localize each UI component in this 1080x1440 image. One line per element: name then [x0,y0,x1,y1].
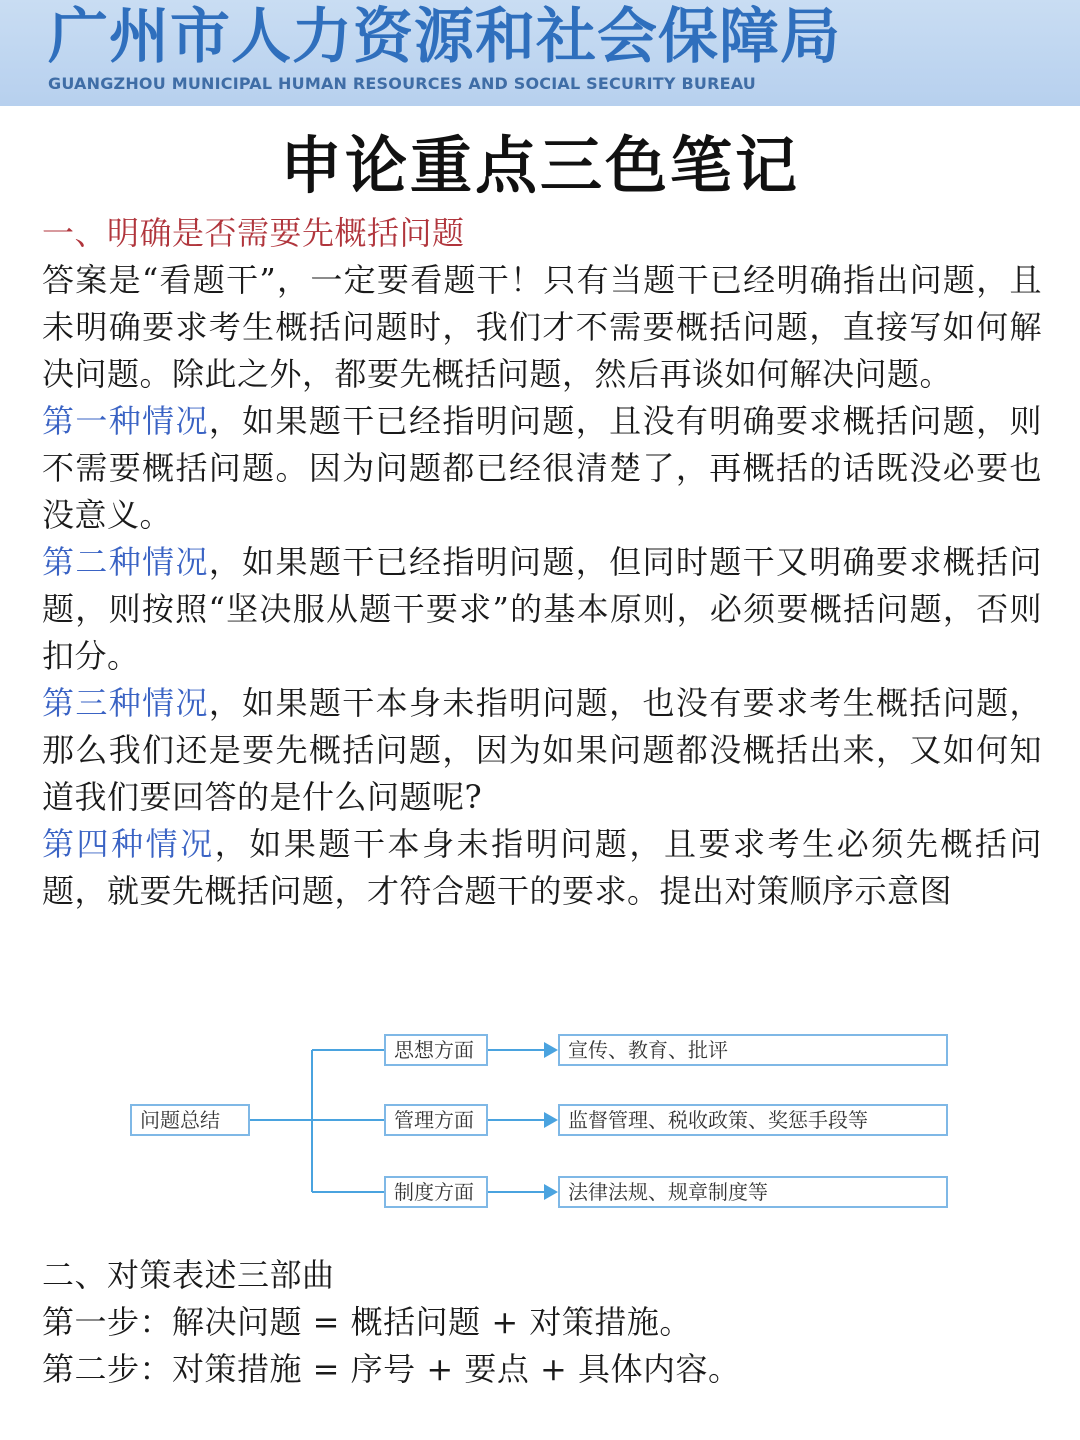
section-2 [42,1252,1042,1393]
case-text: ，如果题干本身未指明问题，也没有要求考生概括问题，那么我们还是要先概括问题，因为如果问题都没概括出来，又如何知道我们要回答的是什么问题呢? [42,684,1042,816]
section-1-heading: 一、明确是否需要先概括问题 [42,214,465,252]
diagram-aspect-box: 制度方面 [384,1176,488,1208]
arrow-head-icon [544,1112,558,1128]
diagram-measure-box: 法律法规、规章制度等 [558,1176,948,1208]
step-line: 第二步：对策措施 = 序号 + 要点 + 具体内容。 [42,1350,741,1388]
diagram-aspect-box: 思想方面 [384,1034,488,1066]
arrow-head-icon [544,1184,558,1200]
diagram-root-box: 问题总结 [130,1104,250,1136]
page-title: 申论重点三色笔记 [279,129,800,202]
diagram-aspect-box: 管理方面 [384,1104,488,1136]
step-line: 第一步：解决问题 = 概括问题 + 对策措施。 [42,1303,692,1341]
countermeasure-flow-diagram [0,1020,1080,1220]
section-1-intro: 答案是“看题干”，一定要看题干！只有当题干已经明确指出问题，且未明确要求考生概括问题时，我们才不需要概括问题，直接写如何解决问题。除此之外，都要先概括问题，然后再谈如何解决问题。 [42,261,1042,393]
section-1 [42,210,1042,915]
diagram-measure-box: 宣传、教育、批评 [558,1034,948,1066]
case-label: 第一种情况 [42,402,209,440]
case-text: ，如果题干本身未指明问题，且要求考生必须先概括问题，就要先概括问题，才符合题干的要求。提出对策顺序示意图 [42,825,1042,910]
bureau-name-english: GUANGZHOU MUNICIPAL HUMAN RESOURCES AND SOCIAL SECURITY BUREAU [48,74,757,93]
section-2-heading: 二、对策表述三部曲 [42,1256,335,1294]
arrow-head-icon [544,1042,558,1058]
bureau-name: 广州市人力资源和社会保障局 [48,2,841,72]
case-label: 第四种情况 [42,825,215,863]
diagram-measure-box: 监督管理、税收政策、奖惩手段等 [558,1104,948,1136]
case-label: 第三种情况 [42,684,209,722]
case-label: 第二种情况 [42,543,209,581]
case-paragraph-4 [42,821,1042,915]
case-text: ，如果题干已经指明问题，但同时题干又明确要求概括问题，则按照“坚决服从题干要求”的基本原则，必须要概括问题，否则扣分。 [42,543,1042,675]
case-paragraph-2 [42,539,1042,680]
header-banner [0,0,1080,106]
case-paragraph-3 [42,680,1042,821]
case-text: ，如果题干已经指明问题，且没有明确要求概括问题，则不需要概括问题。因为问题都已经很清楚了，再概括的话既没必要也没意义。 [42,402,1042,534]
case-paragraph-1 [42,398,1042,539]
